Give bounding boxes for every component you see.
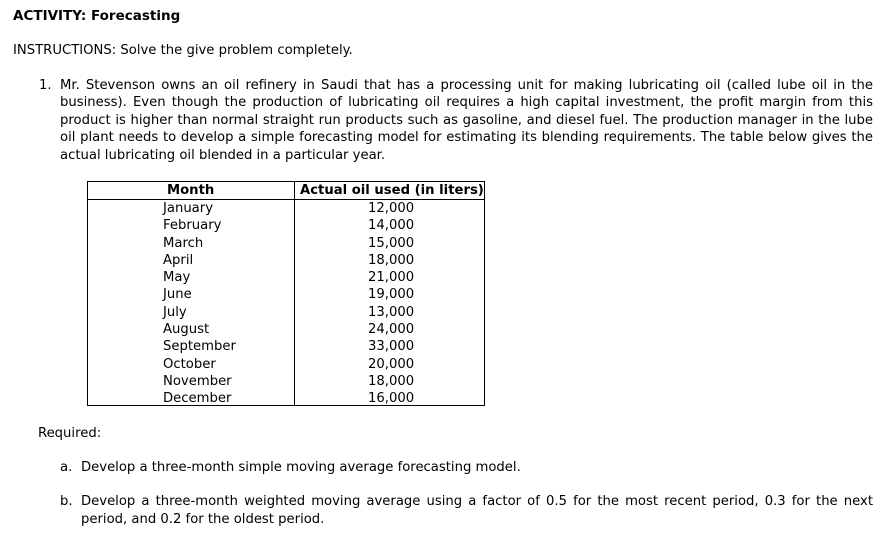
month-cell: November (163, 373, 232, 389)
required-item-b-text: Develop a three-month weighted moving average using a factor of 0.5 for the most recent period, 0.3 for the next period, and 0.2 for the oldest period. (81, 494, 873, 527)
table-row (88, 321, 484, 338)
required-item-a-text: Develop a three-month simple moving average forecasting model. (81, 460, 521, 475)
oil-value-cell: 12,000 (368, 201, 415, 216)
oil-value-cell: 13,000 (368, 304, 415, 320)
month-cell: September (163, 339, 236, 355)
instructions-text: INSTRUCTIONS: Solve the give problem completely. (13, 43, 353, 58)
oil-value-cell: 19,000 (368, 287, 415, 303)
required-item-a-marker: a. (60, 460, 73, 475)
table-row (88, 304, 484, 321)
table-row (88, 356, 484, 373)
month-cell: December (163, 391, 232, 407)
oil-value-cell: 18,000 (368, 373, 415, 389)
month-cell: May (163, 270, 191, 286)
problem-number: 1. (39, 78, 52, 93)
required-item-b-marker: b. (60, 494, 73, 509)
table-row (88, 252, 484, 269)
month-cell: April (163, 252, 194, 268)
table-row (88, 373, 484, 390)
table-row (88, 200, 484, 217)
activity-title: ACTIVITY: Forecasting (13, 8, 181, 24)
problem-text: Mr. Stevenson owns an oil refinery in Saudi that has a processing unit for making lubricating oil (called lube oil in the business). Even though the production of lubricating oil requires a high capital investment, the profit margin from this product is higher than normal straight run products such as gasoline, and diesel fuel. The production manager in the lube oil plant needs to develop a simple forecasting model for estimating its blending requirements. The table below gives the actual lubricating oil blended in a particular year. (60, 78, 873, 163)
table-row (88, 390, 484, 407)
month-cell: August (163, 322, 210, 338)
month-cell: January (163, 201, 213, 216)
month-cell: October (163, 356, 216, 372)
oil-value-cell: 21,000 (368, 270, 415, 286)
required-label: Required: (38, 426, 102, 441)
oil-value-cell: 14,000 (368, 218, 415, 234)
table-header-oil-used: Actual oil used (in liters) (300, 183, 484, 198)
table-row (88, 269, 484, 286)
table-row (88, 235, 484, 252)
oil-value-cell: 15,000 (368, 235, 415, 251)
oil-value-cell: 24,000 (368, 322, 415, 338)
month-cell: July (163, 304, 187, 320)
oil-value-cell: 33,000 (368, 339, 415, 355)
oil-value-cell: 16,000 (368, 391, 415, 407)
oil-value-cell: 20,000 (368, 356, 415, 372)
table-row (88, 338, 484, 355)
month-cell: March (163, 235, 204, 251)
oil-usage-table (87, 181, 485, 406)
month-cell: June (163, 287, 192, 303)
month-cell: February (163, 218, 222, 234)
oil-value-cell: 18,000 (368, 252, 415, 268)
table-row (88, 286, 484, 303)
table-row (88, 217, 484, 234)
table-body (88, 200, 484, 408)
table-header-month: Month (167, 183, 215, 198)
